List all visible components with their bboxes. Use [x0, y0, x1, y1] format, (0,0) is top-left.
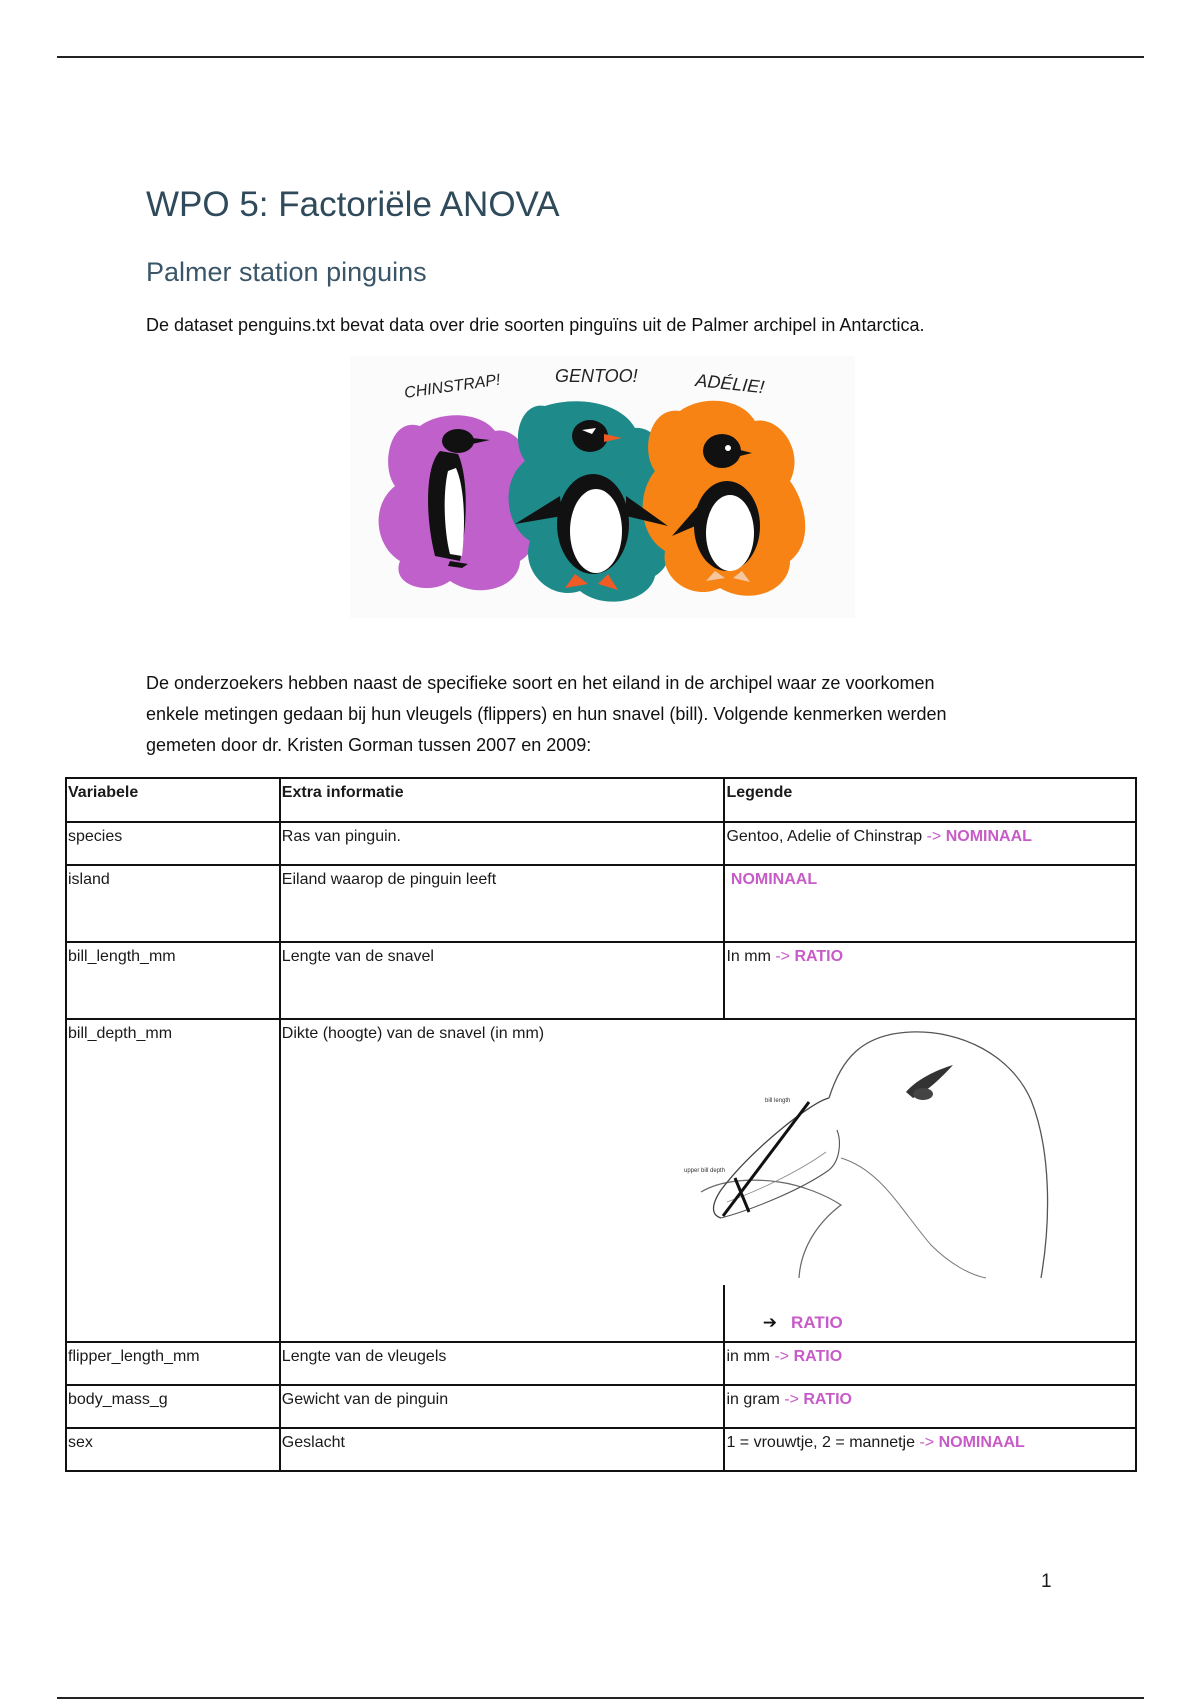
cell-legend: in mm -> RATIO	[724, 1342, 1136, 1385]
section-title: Palmer station pinguins	[146, 257, 427, 287]
cell-info: Ras van pinguin.	[280, 822, 725, 865]
intro-paragraph: De dataset penguins.txt bevat data over drie soorten pinguïns uit de Palmer archipel in Antarctica.	[146, 315, 925, 335]
cell-info-with-diagram	[280, 1019, 1136, 1342]
cell-info: Geslacht	[280, 1428, 725, 1471]
top-rule	[57, 56, 1144, 58]
label-adelie: ADÉLIE!	[694, 370, 766, 398]
header-legende: Legende	[724, 778, 1136, 822]
variables-table	[65, 777, 1137, 1472]
cell-info: Lengte van de vleugels	[280, 1342, 725, 1385]
description-line: De onderzoekers hebben naast de specifieke soort en het eiland in de archipel waar ze voorkomen	[146, 673, 935, 693]
header-extra-informatie: Extra informatie	[280, 778, 725, 822]
cell-variable: body_mass_g	[66, 1385, 280, 1428]
description-line: gemeten door dr. Kristen Gorman tussen 2007 en 2009:	[146, 735, 592, 755]
cell-variable: sex	[66, 1428, 280, 1471]
penguin-illustration	[350, 356, 855, 618]
table-row	[66, 1385, 1136, 1428]
cell-info: Eiland waarop de pinguin leeft	[280, 865, 725, 942]
table-row	[66, 1019, 1136, 1342]
cell-legend: Gentoo, Adelie of Chinstrap -> NOMINAAL	[724, 822, 1136, 865]
page-number: 1	[1041, 1571, 1052, 1592]
cell-legend: In mm -> RATIO	[724, 942, 1136, 1019]
page-title: WPO 5: Factoriële ANOVA	[146, 185, 560, 224]
bottom-rule	[57, 1697, 1144, 1699]
label-gentoo: GENTOO!	[555, 366, 638, 386]
right-arrow-icon: ➔	[762, 1313, 778, 1332]
cell-variable: flipper_length_mm	[66, 1342, 280, 1385]
table-row	[66, 822, 1136, 865]
label-chinstrap: CHINSTRAP!	[403, 371, 502, 402]
header-variabele: Variabele	[66, 778, 280, 822]
cell-variable: bill_depth_mm	[66, 1019, 280, 1342]
cell-info: Dikte (hoogte) van de snavel (in mm)	[281, 1025, 545, 1042]
table-row	[66, 865, 1136, 942]
table-row	[66, 1342, 1136, 1385]
cell-legend: in gram -> RATIO	[724, 1385, 1136, 1428]
cell-info: Gewicht van de pinguin	[280, 1385, 725, 1428]
cell-variable: island	[66, 865, 280, 942]
bill-length-label: bill length	[764, 1098, 791, 1104]
table-row	[66, 942, 1136, 1019]
cell-variable: species	[66, 822, 280, 865]
bill-depth-label: upper bill depth	[683, 1168, 725, 1174]
table-header-row	[66, 778, 1136, 822]
description-paragraph	[146, 668, 1076, 761]
cell-info: Lengte van de snavel	[280, 942, 725, 1019]
description-line: enkele metingen gedaan bij hun vleugels (flippers) en hun snavel (bill). Volgende kenmerken werden	[146, 704, 947, 724]
bill-diagram	[281, 1020, 1134, 1341]
table-row	[66, 1428, 1136, 1471]
cell-legend: 1 = vrouwtje, 2 = mannetje -> NOMINAAL	[724, 1428, 1136, 1471]
bill-depth-legend: ➔ RATIO	[762, 1313, 843, 1332]
cell-legend: NOMINAAL	[724, 865, 1136, 942]
cell-variable: bill_length_mm	[66, 942, 280, 1019]
